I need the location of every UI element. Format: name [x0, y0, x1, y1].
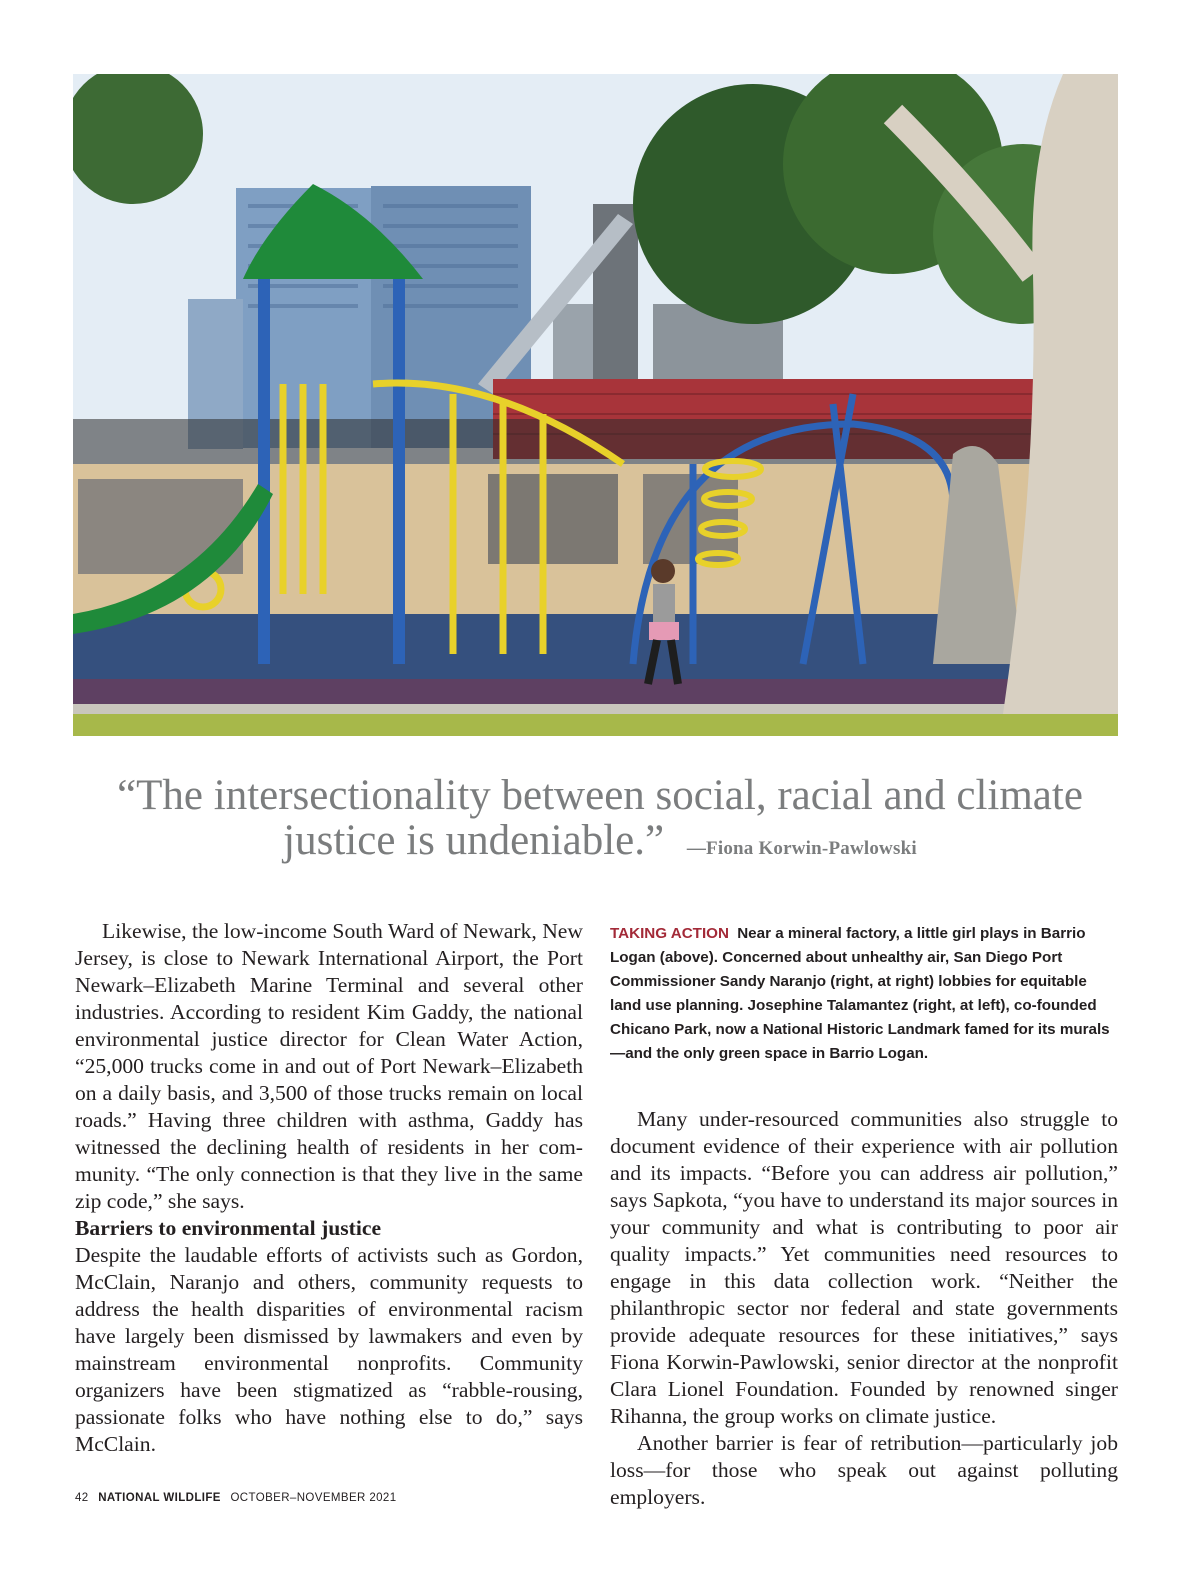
page-footer	[75, 1492, 397, 1504]
caption-text: Near a mineral factory, a little girl plays in Barrio Logan (above). Concerned about unhealthy air, San Diego Port Commissioner Sandy Naranjo (right, at right) lobbies for equitable land use planning. Josephine Talamantez (right, at left), co-founded Chicano Park, now a National Historic Landmark famed for its murals—and the only green space in Barrio Logan.	[610, 925, 1110, 1062]
caption-kicker: TAKING ACTION	[610, 925, 729, 942]
photo-caption	[610, 922, 1118, 1066]
playground-photo-illustration	[73, 74, 1118, 736]
left-paragraph-1: Likewise, the low-income South Ward of Newark, New Jersey, is close to Newark International Airport, the Port Newark–Elizabeth Marine Terminal and several other industries. According to resident Kim Gaddy, the national environmental justice director for Clean Water Action, “25,000 trucks come in and out of Port Newark–Elizabeth on a daily basis, and 3,500 of those trucks remain on local roads.” Having three children with asthma, Gaddy has witnessed the declining health of residents in her community. “The only connection is that they live in the same zip code,” she says.	[75, 919, 583, 1213]
right-paragraph-1: Many under-resourced communities also struggle to document evidence of their experience with air pollution and its impacts. “Before you can address air pollution,” says Sapkota, “you have to understand its major sources in your community and what is contributing to poor air quality impacts.” Yet communities need resources to engage in this data collection work. “Neither the philanthropic sector nor federal and state governments provide adequate resources for these initiatives,” says Fiona Korwin-Pawlowski, senior director at the nonprofit Clara Lionel Foundation. Founded by renowned singer Rihanna, the group works on climate justice.	[610, 1107, 1118, 1428]
pull-quote-attribution: —Fiona Korwin-Pawlowski	[686, 838, 917, 859]
pull-quote-text: “The intersectionality between social, racial and climate justice is undeniable.”	[117, 772, 1083, 864]
magazine-name: NATIONAL WILDLIFE	[98, 1492, 221, 1504]
section-subhead: Barriers to environmental justice	[75, 1216, 382, 1240]
right-paragraph-2: Another barrier is fear of retribution—particularly job loss—for those who speak out against polluting employers.	[610, 1431, 1118, 1509]
left-paragraph-2: Despite the laudable efforts of activists such as Gordon, McClain, Naranjo and others, community requests to address the health disparities of environmental racism have largely been dismissed by lawmakers and even by mainstream environmental nonprofits. Community organizers have been stigmatized as “rabble-rousing, passionate folks who have nothing else to do,” says McClain.	[75, 1243, 583, 1456]
page-number: 42	[75, 1492, 89, 1504]
issue-date: OCTOBER–NOVEMBER 2021	[230, 1492, 397, 1504]
playground-photo	[73, 74, 1118, 736]
right-column	[610, 1106, 1118, 1511]
pull-quote	[100, 773, 1100, 871]
left-column	[75, 918, 583, 1458]
